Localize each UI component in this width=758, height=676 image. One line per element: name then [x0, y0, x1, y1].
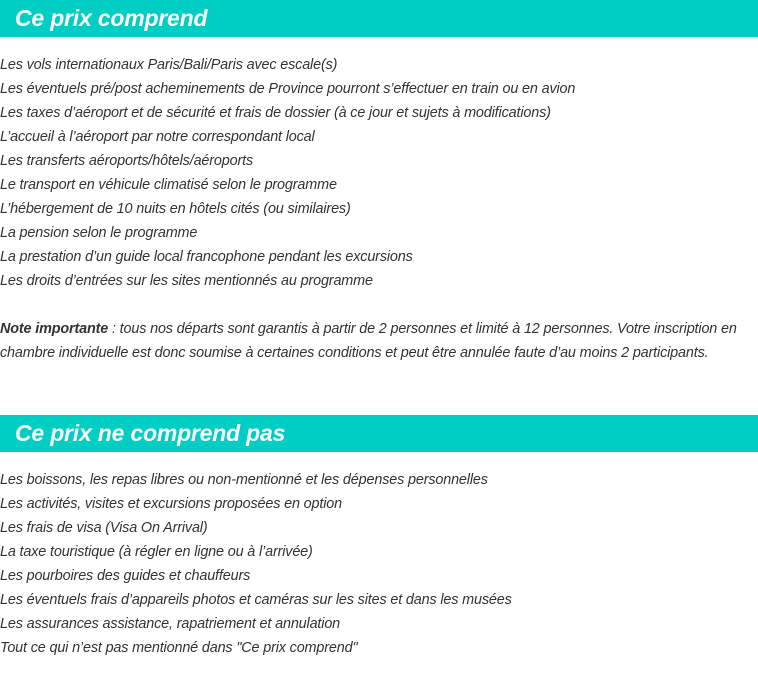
excluded-list [0, 468, 758, 660]
list-item: Les activités, visites et excursions proposées en option [0, 496, 342, 512]
list-item: Les pourboires des guides et chauffeurs [0, 568, 251, 584]
list-item: Les vols internationaux Paris/Bali/Paris avec escale(s) [0, 57, 338, 73]
included-title: Ce prix comprend [15, 5, 208, 31]
list-item: L’accueil à l’aéroport par notre correspondant local [0, 129, 315, 145]
list-item: Les taxes d’aéroport et de sécurité et frais de dossier (à ce jour et sujets à modifications) [0, 105, 551, 121]
list-item: La taxe touristique (à régler en ligne ou à l’arrivée) [0, 544, 313, 560]
excluded-title: Ce prix ne comprend pas [15, 420, 286, 446]
list-item: Les frais de visa (Visa On Arrival) [0, 520, 208, 536]
list-item: Les boissons, les repas libres ou non-mentionné et les dépenses personnelles [0, 472, 488, 488]
important-note [0, 317, 758, 365]
excluded-header [0, 415, 758, 452]
note-text: : tous nos départs sont garantis à partir de 2 personnes et limité à 12 personnes. Votre inscription en chambre individuelle est donc soumise à certaines conditions et peut être annulée faute d’au moins 2 participants. [0, 321, 737, 361]
list-item: La prestation d’un guide local francophone pendant les excursions [0, 249, 413, 265]
list-item: Les transferts aéroports/hôtels/aéroports [0, 153, 254, 169]
list-item: Le transport en véhicule climatisé selon le programme [0, 177, 337, 193]
included-list [0, 53, 758, 293]
list-item: L’hébergement de 10 nuits en hôtels cités (ou similaires) [0, 201, 351, 217]
list-item: Les éventuels pré/post acheminements de Province pourront s’effectuer en train ou en avion [0, 81, 576, 97]
list-item: Les assurances assistance, rapatriement et annulation [0, 616, 341, 632]
note-label: Note importante [0, 321, 109, 337]
included-header [0, 0, 758, 37]
list-item: La pension selon le programme [0, 225, 198, 241]
list-item: Les droits d’entrées sur les sites mentionnés au programme [0, 273, 373, 289]
list-item: Tout ce qui n’est pas mentionné dans "Ce prix comprend" [0, 640, 358, 656]
list-item: Les éventuels frais d’appareils photos et caméras sur les sites et dans les musées [0, 592, 512, 608]
excluded-section [0, 415, 758, 660]
